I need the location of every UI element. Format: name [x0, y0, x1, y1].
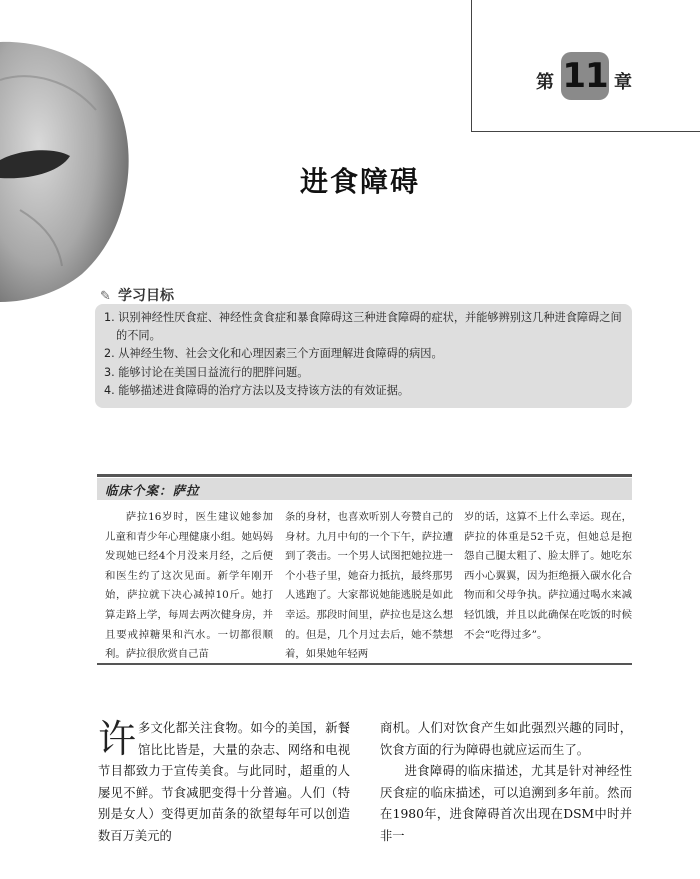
body-paragraph-1: 多文化都关注食物。如今的美国，新餐馆比比皆是，大量的杂志、网络和电视节目都致力于宣传美食。与此同时，超重的人屡见不鲜。节食减肥变得十分普遍。人们（特别是女人）变得更加苗条的欲望每年可以创造数百万美元的 [98, 721, 350, 843]
case-header [97, 478, 632, 500]
body-paragraph-2: 商机。人们对饮食产生如此强烈兴趣的同时，饮食方面的行为障碍也就应运而生了。 [380, 721, 632, 757]
header-vertical-rule [471, 0, 472, 132]
case-column-1: 萨拉16岁时，医生建议她参加儿童和青少年心理健康小组。她妈妈发现她已经4个月没来月经，之后便和医生约了这次见面。新学年刚开始，萨拉就下决心减掉10斤。她打算走路上学，每周去两次健身房，并且要戒掉糖果和汽水。一切都很顺利。萨拉很欣赏自己苗 [105, 511, 273, 661]
objective-item: 2. 从神经生物、社会文化和心理因素三个方面理解进食障碍的病因。 [104, 347, 443, 361]
chapter-number: 11 [561, 52, 609, 100]
chapter-title: 进食障碍 [299, 165, 420, 198]
chapter-prefix: 第 [536, 72, 554, 93]
case-heading: 临床个案：萨拉 [105, 483, 200, 498]
objectives-heading [100, 285, 174, 305]
case-column-3: 岁的话，这算不上什么幸运。现在，萨拉的体重是52千克，但她总是抱怨自己腿太粗了、脸太胖了。她吃东西小心翼翼，因为拒绝摄入碳水化合物而和父母争执。萨拉通过喝水来减轻饥饿，并且以此确保在吃饭的时候不会“吃得过多”。 [464, 511, 632, 641]
body-paragraph-3: 进食障碍的临床描述，尤其是针对神经性厌食症的临床描述，可以追溯到多年前。然而在1980年，进食障碍首次出现在DSM中时并非一 [380, 764, 632, 843]
objective-item: 1. 识别神经性厌食症、神经性贪食症和暴食障碍这三种进食障碍的症状，并能够辨别这几种进食障碍之间的不同。 [104, 311, 622, 343]
pencil-icon: ✎ [100, 289, 111, 304]
objective-item: 3. 能够讨论在美国日益流行的肥胖问题。 [104, 365, 309, 379]
objective-item: 4. 能够描述进食障碍的治疗方法以及支持该方法的有效证据。 [104, 383, 410, 397]
objectives-list [104, 309, 624, 400]
case-bottom-rule [97, 663, 632, 665]
body-column-2 [380, 718, 632, 847]
chapter-badge [524, 52, 634, 102]
body-column-1 [98, 718, 350, 847]
case-column-2: 条的身材，也喜欢听别人夸赞自己的身材。九月中旬的一个下午，萨拉遭到了袭击。一个男人试图把她拉进一个小巷子里，她奋力抵抗，最终那男人逃跑了。大家都说她能逃脱是如此幸运。那段时间里，萨拉也是这么想的。但是，几个月过去后，她不禁想着，如果她年轻两 [285, 511, 453, 661]
header-horizontal-rule [471, 131, 700, 132]
mask-illustration [0, 40, 140, 302]
case-top-rule [97, 474, 632, 477]
drop-cap: 许 [98, 717, 137, 761]
objectives-heading-text: 学习目标 [118, 288, 174, 304]
chapter-suffix: 章 [614, 72, 632, 93]
